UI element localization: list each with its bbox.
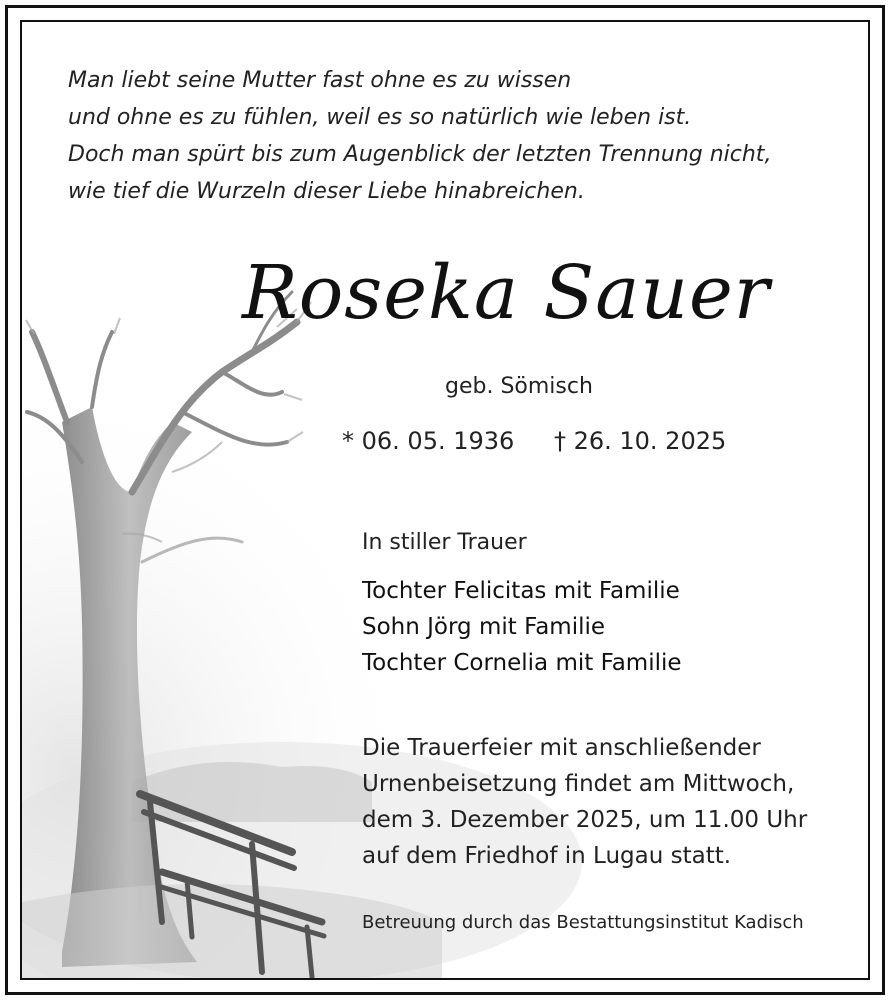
maiden-name: geb. Sömisch [445,374,593,399]
mourners-list [362,573,682,681]
life-dates [342,427,726,455]
service-line: auf dem Friedhof in Lugau statt. [362,843,732,869]
quote-line: Man liebt seine Mutter fast ohne es zu wissen [68,68,572,93]
deceased-name: Roseka Sauer [242,250,771,336]
death-date: † 26. 10. 2025 [553,427,727,455]
mourning-intro: In stiller Trauer [362,530,527,555]
birth-date: * 06. 05. 1936 [342,427,515,455]
quote-line: wie tief die Wurzeln dieser Liebe hinabreichen. [68,179,585,204]
service-line: Urnenbeisetzung findet am Mittwoch, [362,771,795,797]
funeral-service-info [362,730,807,874]
obituary-inner-border [20,20,870,980]
service-line: dem 3. Dezember 2025, um 11.00 Uhr [362,807,808,833]
service-line: Die Trauerfeier mit anschließender [362,735,761,761]
obituary-frame [5,5,885,995]
mourner-line: Tochter Cornelia mit Familie [362,650,682,676]
memorial-quote [68,62,771,210]
undertaker-credit: Betreuung durch das Bestattungsinstitut Kadisch [362,912,804,933]
mourner-line: Sohn Jörg mit Familie [362,614,606,640]
quote-line: und ohne es zu fühlen, weil es so natürlich wie leben ist. [68,105,692,130]
quote-line: Doch man spürt bis zum Augenblick der letzten Trennung nicht, [68,142,772,167]
mourner-line: Tochter Felicitas mit Familie [362,578,680,604]
